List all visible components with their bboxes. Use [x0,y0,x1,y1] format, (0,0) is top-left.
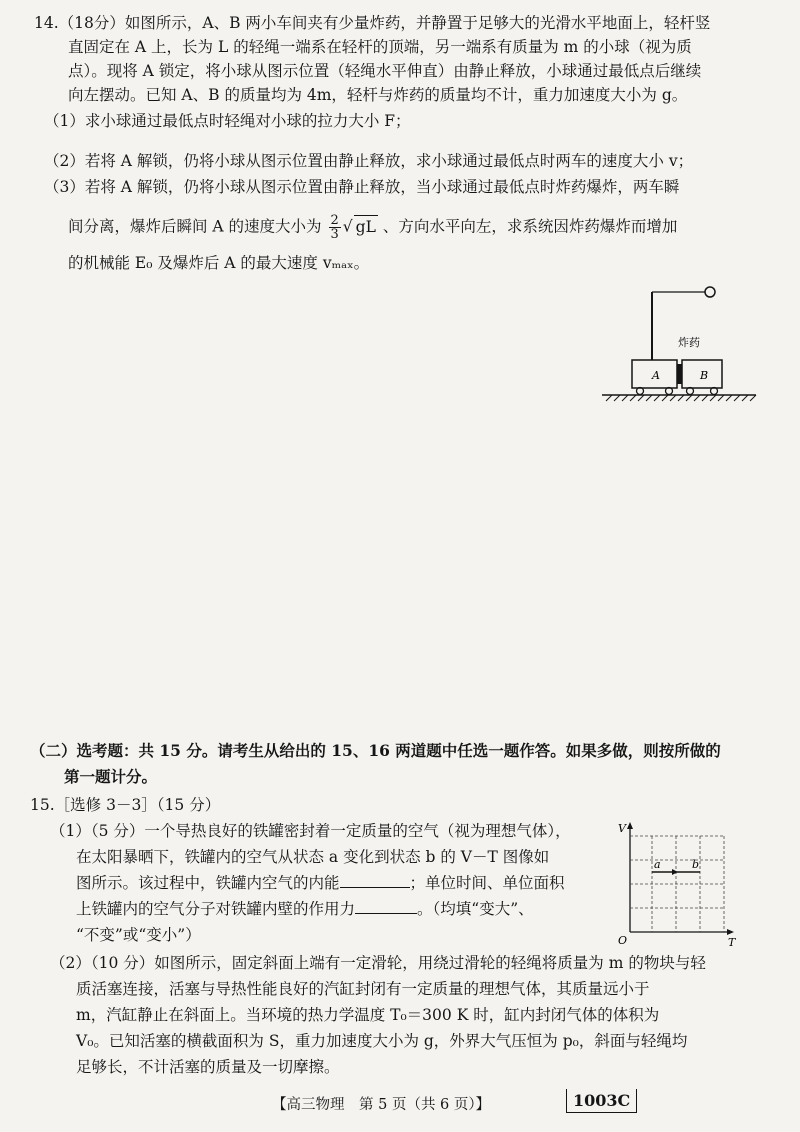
q14-line-3: 点）。现将 A 锁定，将小球从图示位置（轻绳水平伸直）由静止释放，小球通过最低点后继续 [68,62,702,80]
fraction-denominator: 3 [330,227,339,242]
sqrt-content: gL [354,215,378,238]
ball-icon [705,287,715,297]
q15-p2-line-4: V₀。已知活塞的横截面积为 S，重力加速度大小为 g，外界大气压恒为 p₀，斜面与轻绳均 [76,1032,688,1050]
q14-part-2: （2）若将 A 解锁，仍将小球从图示位置由静止释放，求小球通过最低点时两车的速度大小 v； [44,152,694,170]
q15-p1-line-1: （1）（5 分）一个导热良好的铁罐密封着一定质量的空气（视为理想气体）， [50,822,571,840]
origin-label: O [618,934,628,947]
answer-blank-internal-energy[interactable] [340,873,410,888]
q14-line-4: 向左摆动。已知 A、B 的质量均为 4m，轻杆与炸药的质量均不计，重力加速度大小为 g。 [68,86,688,104]
v-axis-arrow-icon [627,822,633,829]
q14-line-1: 14.（18分）如图所示，A、B 两小车间夹有少量炸药，并静置于足够大的光滑水平地面上，轻杆竖 [34,14,711,32]
grid [630,836,724,932]
axis-label-v: V [618,822,626,835]
q15-p1-line-5: “不变”或“变小”） [76,926,201,944]
q14-part-3-line-2 [68,214,677,241]
q15-p2-line-5: 足够长，不计活塞的质量及一切摩擦。 [76,1058,340,1076]
process-arrow-icon [672,869,678,875]
q15-p1-line-4-pre: 上铁罐内的空气分子对铁罐内壁的作用力 [76,900,356,918]
ground-hatch [606,395,756,401]
section-2-heading-line-1: （二）选考题：共 15 分。请考生从给出的 15、16 两道题中任选一题作答。如果多做，则按所做的 [30,741,721,760]
q15-p1-line-4 [76,898,534,920]
q15-p2-line-2: 质活塞连接，活塞与导热性能良好的汽缸封闭有一定质量的理想气体，其质量远小于 [76,980,650,998]
q14-figure [600,282,760,407]
q15-p1-line-3-pre: 图所示。该过程中，铁罐内空气的内能 [76,874,340,892]
q14-part-1: （1）求小球通过最低点时轻绳对小球的拉力大小 F； [44,112,411,130]
q15-p1-line-3-post: ；单位时间、单位面积 [409,874,565,892]
answer-blank-force[interactable] [355,899,417,914]
q14-line-2: 直固定在 A 上，长为 L 的轻绳一端系在轻杆的顶端，另一端系有质量为 m 的小球（视为质 [68,38,692,56]
q14-part-3-line-3: 的机械能 E₀ 及爆炸后 A 的最大速度 vₘₐₓ。 [68,254,370,272]
q14-part-3-line-1: （3）若将 A 解锁，仍将小球从图示位置由静止释放，当小球通过最低点时炸药爆炸，两车瞬 [44,178,680,196]
q15-title: 15.［选修 3－3］（15 分） [30,796,221,814]
label-cart-a: A [652,369,660,382]
q15-p2-line-3: m，汽缸静止在斜面上。当环境的热力学温度 T₀＝300 K 时，缸内封闭气体的体积为 [76,1006,660,1024]
fraction-two-thirds [329,214,341,241]
page-footer: 【高三物理 第 5 页（共 6 页）】 [272,1097,491,1113]
t-axis-arrow-icon [727,929,734,935]
q15-p1-line-2: 在太阳暴晒下，铁罐内的空气从状态 a 变化到状态 b 的 V－T 图像如 [76,848,550,866]
axis-label-t: T [728,936,736,948]
q15-p1-line-3 [76,872,565,894]
state-a-label: a [654,858,661,871]
q15-p1-line-4-post: 。（均填“变大”、 [417,900,534,918]
q14-part-3-text-pre: 间分离，爆炸后瞬间 A 的速度大小为 [68,217,322,236]
fraction-numerator: 2 [330,213,339,228]
label-cart-b: B [700,369,709,382]
vt-graph [612,818,742,948]
label-explosive: 炸药 [678,336,700,349]
q14-part-3-text-post: 、方向水平向左，求系统因炸药爆炸而增加 [382,217,678,236]
section-2-heading-line-2: 第一题计分。 [64,767,158,786]
sqrt-icon: √ [342,217,353,236]
paper-code: 1003C [566,1089,637,1113]
state-b-label: b [692,858,700,871]
q15-p2-line-1: （2）（10 分）如图所示，固定斜面上端有一定滑轮，用绕过滑轮的轻绳将质量为 m 的物块与轻 [50,954,706,972]
